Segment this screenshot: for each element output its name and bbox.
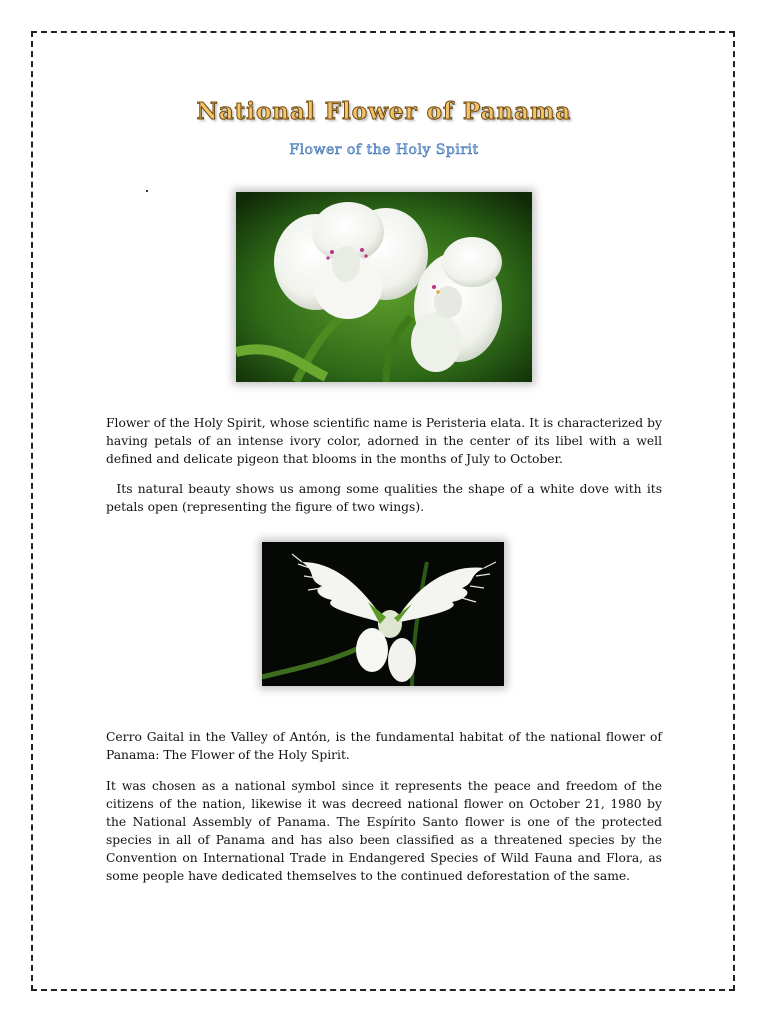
page-subtitle: Flower of the Holy Spirit: [289, 142, 479, 158]
stray-dot: [146, 190, 148, 192]
paragraph-1: Flower of the Holy Spirit, whose scientific name is Peristeria elata. It is characterized by having petals of an intense ivory color, adorned in the center of its libel with a well defined and delicate pigeon that blooms in the months of July to October.: [106, 416, 662, 466]
page-title: National Flower of Panama: [196, 98, 572, 125]
flower-holy-spirit-photo: [236, 192, 532, 382]
dove-orchid-photo: [262, 542, 504, 686]
paragraph-3: Cerro Gaital in the Valley of Antón, is the fundamental habitat of the national flower of Panama: The Flower of the Holy Spirit.: [106, 730, 662, 762]
paragraph-2: Its natural beauty shows us among some qualities the shape of a white dove with its petals open (representing the figure of two wings).: [106, 482, 662, 514]
paragraph-4: It was chosen as a national symbol since it represents the peace and freedom of the citizens of the nation, likewise it was decreed national flower on October 21, 1980 by the National Assembly of Panama. The Espírito Santo flower is one of the protected species in all of Panama and has also been classified as a threatened species by the Convention on International Trade in Endangered Species of Wild Fauna and Flora, as some people have dedicated themselves to the continued deforestation of the same.: [106, 779, 662, 883]
